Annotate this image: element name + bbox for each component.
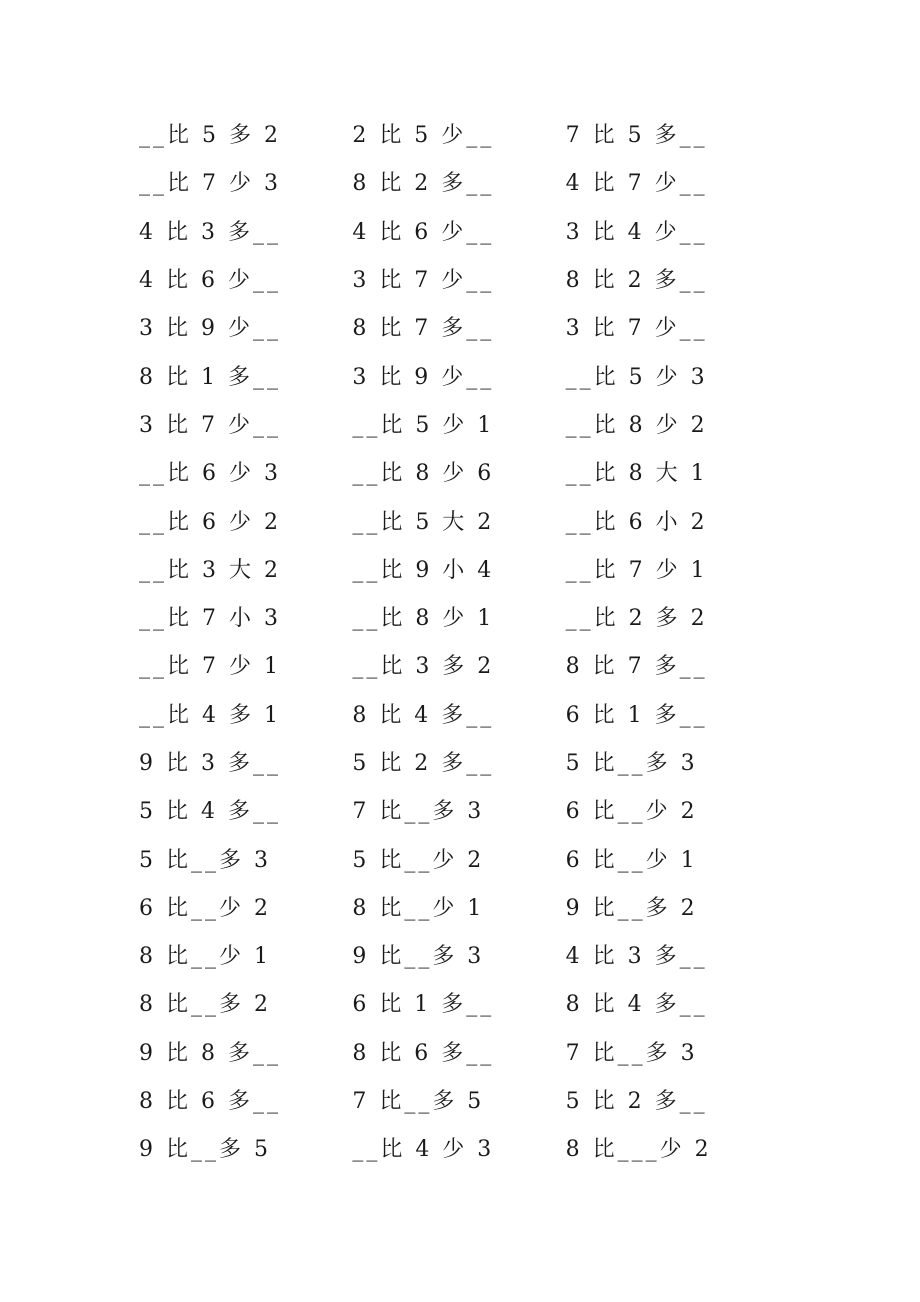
problem-cell: 7 比 5 多__ bbox=[565, 123, 708, 149]
problem-cell: 4 比 3 多__ bbox=[139, 219, 281, 245]
worksheet-row bbox=[139, 353, 779, 401]
problem-cell: __比 4 多 1 bbox=[139, 702, 281, 728]
problem-cell: 3 比 4 少__ bbox=[565, 219, 708, 245]
worksheet-row bbox=[139, 257, 779, 305]
worksheet-row bbox=[139, 692, 779, 740]
problem-cell: 3 比 7 少__ bbox=[352, 268, 495, 294]
problem-cell: 5 比__少 2 bbox=[352, 847, 485, 873]
problem-cell: 9 比 3 多__ bbox=[139, 751, 281, 776]
problem-cell: __比 8 少 6 bbox=[352, 461, 495, 487]
worksheet-row bbox=[139, 160, 779, 208]
worksheet-row bbox=[139, 981, 779, 1029]
problem-cell: 5 比 4 多__ bbox=[139, 799, 281, 825]
problem-cell: __比 3 多 2 bbox=[352, 654, 495, 680]
problem-cell: __比 8 少 2 bbox=[565, 412, 708, 438]
problem-cell: __比 2 多 2 bbox=[565, 606, 708, 632]
problem-cell: 4 比 6 少__ bbox=[139, 268, 281, 294]
worksheet-row bbox=[139, 112, 779, 160]
problem-cell: 8 比 2 多__ bbox=[352, 171, 495, 197]
problem-cell: __比 4 少 3 bbox=[352, 1137, 495, 1163]
worksheet-row bbox=[139, 305, 779, 353]
problem-cell: 8 比 1 多__ bbox=[139, 364, 281, 390]
problem-cell: 6 比__少 2 bbox=[565, 799, 698, 825]
problem-cell: 5 比 2 多__ bbox=[565, 1089, 708, 1115]
problem-cell: 8 比__少 1 bbox=[352, 895, 485, 921]
problem-cell: __比 6 少 3 bbox=[139, 461, 281, 487]
problem-cell: 9 比__多 5 bbox=[139, 1137, 271, 1163]
problem-cell: __比 6 少 2 bbox=[139, 509, 281, 535]
problem-cell: 9 比__多 3 bbox=[352, 944, 485, 970]
worksheet-row bbox=[139, 1078, 779, 1126]
worksheet-row bbox=[139, 740, 779, 788]
worksheet-row bbox=[139, 933, 779, 981]
problem-cell: 4 比 3 多__ bbox=[565, 944, 708, 970]
problem-cell: 8 比 4 多__ bbox=[352, 702, 495, 728]
problem-cell: __比 5 大 2 bbox=[352, 509, 495, 535]
problem-cell: 8 比 2 多__ bbox=[565, 268, 708, 294]
problem-cell: 8 比 7 多__ bbox=[565, 654, 708, 680]
worksheet-row bbox=[139, 643, 779, 691]
problem-cell: 3 比 7 少__ bbox=[565, 316, 708, 342]
problem-cell: 8 比 6 多__ bbox=[352, 1040, 495, 1066]
worksheet-row bbox=[139, 209, 779, 257]
problem-cell: 3 比 9 少__ bbox=[139, 316, 281, 342]
worksheet-row bbox=[139, 1030, 779, 1078]
worksheet bbox=[139, 112, 779, 1175]
problem-cell: 4 比 7 少__ bbox=[565, 171, 708, 197]
worksheet-row bbox=[139, 547, 779, 595]
problem-cell: 6 比__少 1 bbox=[565, 847, 698, 873]
worksheet-row bbox=[139, 402, 779, 450]
problem-cell: 5 比__多 3 bbox=[139, 847, 271, 873]
problem-cell: __比 7 小 3 bbox=[139, 606, 281, 632]
problem-cell: __比 8 少 1 bbox=[352, 606, 495, 632]
problem-cell: __比 5 少 1 bbox=[352, 412, 495, 438]
problem-cell: 6 比__少 2 bbox=[139, 895, 271, 921]
problem-cell: __比 5 少 3 bbox=[565, 364, 708, 390]
problem-cell: __比 7 少 3 bbox=[139, 171, 281, 197]
worksheet-row bbox=[139, 1126, 779, 1174]
problem-cell: 8 比__多 2 bbox=[139, 992, 271, 1018]
problem-cell: __比 3 大 2 bbox=[139, 557, 281, 583]
problem-cell: __比 5 多 2 bbox=[139, 123, 281, 149]
problem-cell: 3 比 7 少__ bbox=[139, 412, 281, 438]
problem-cell: 8 比 7 多__ bbox=[352, 316, 495, 342]
problem-cell: 9 比 8 多__ bbox=[139, 1040, 281, 1066]
problem-cell: 8 比 6 多__ bbox=[139, 1089, 281, 1115]
worksheet-row bbox=[139, 595, 779, 643]
problem-cell: 8 比 4 多__ bbox=[565, 992, 708, 1018]
worksheet-row bbox=[139, 788, 779, 836]
problem-cell: __比 8 大 1 bbox=[565, 461, 708, 487]
problem-cell: 3 比 9 少__ bbox=[352, 364, 495, 390]
problem-cell: 8 比___少 2 bbox=[565, 1137, 712, 1163]
problem-cell: 5 比 2 多__ bbox=[352, 751, 495, 776]
problem-cell: __比 7 少 1 bbox=[139, 654, 281, 680]
worksheet-row bbox=[139, 498, 779, 546]
problem-cell: __比 9 小 4 bbox=[352, 557, 495, 583]
problem-cell: 2 比 5 少__ bbox=[352, 123, 495, 149]
problem-cell: 7 比__多 3 bbox=[565, 1040, 698, 1066]
problem-cell: 5 比__多 3 bbox=[565, 751, 698, 776]
problem-cell: __比 6 小 2 bbox=[565, 509, 708, 535]
problem-cell: 7 比__多 5 bbox=[352, 1089, 485, 1115]
worksheet-row bbox=[139, 450, 779, 498]
problem-cell: 6 比 1 多__ bbox=[352, 992, 495, 1018]
problem-cell: 8 比__少 1 bbox=[139, 944, 271, 970]
problem-cell: 4 比 6 少__ bbox=[352, 219, 495, 245]
problem-cell: 9 比__多 2 bbox=[565, 895, 698, 921]
worksheet-row bbox=[139, 885, 779, 933]
problem-cell: 7 比__多 3 bbox=[352, 799, 485, 825]
worksheet-row bbox=[139, 836, 779, 884]
problem-cell: __比 7 少 1 bbox=[565, 557, 708, 583]
problem-cell: 6 比 1 多__ bbox=[565, 702, 708, 728]
